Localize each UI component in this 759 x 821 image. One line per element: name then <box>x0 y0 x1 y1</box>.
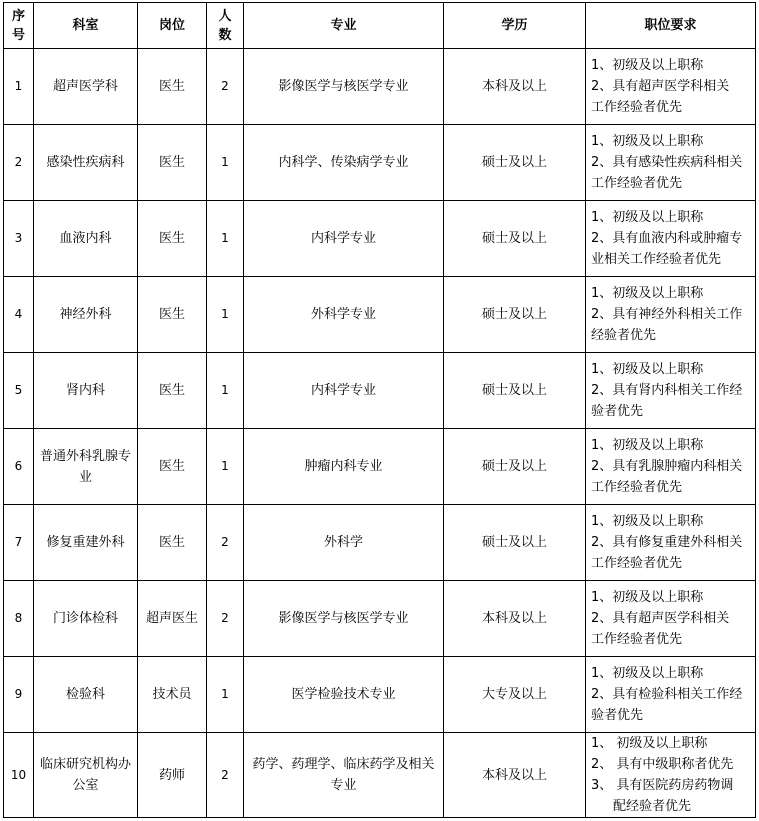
cell-edu: 硕士及以上 <box>444 277 586 353</box>
cell-seq: 6 <box>4 429 34 505</box>
cell-major: 外科学 <box>244 505 444 581</box>
header-req: 职位要求 <box>586 3 756 49</box>
requirement-line: 1、初级及以上职称 <box>591 362 704 377</box>
header-major: 专业 <box>244 3 444 49</box>
requirement-line: 2、具有肾内科相关工作经 <box>591 383 743 398</box>
requirement-line: 业相关工作经验者优先 <box>591 252 722 267</box>
table-row <box>4 201 756 277</box>
cell-seq: 8 <box>4 581 34 657</box>
requirement-line: 工作经验者优先 <box>591 480 683 495</box>
requirement-line: 工作经验者优先 <box>591 556 683 571</box>
cell-requirements <box>586 201 756 277</box>
requirement-line: 2、具有超声医学科相关 <box>591 611 730 626</box>
cell-major: 医学检验技术专业 <box>244 657 444 733</box>
cell-post: 医生 <box>138 49 207 125</box>
cell-major: 药学、药理学、临床药学及相关专业 <box>244 733 444 818</box>
cell-seq: 7 <box>4 505 34 581</box>
cell-seq: 1 <box>4 49 34 125</box>
requirement-line: 1、 初级及以上职称 <box>591 736 708 751</box>
header-post: 岗位 <box>138 3 207 49</box>
cell-dept: 修复重建外科 <box>34 505 138 581</box>
cell-dept: 血液内科 <box>34 201 138 277</box>
requirement-line: 2、具有乳腺肿瘤内科相关 <box>591 459 743 474</box>
requirement-line: 经验者优先 <box>591 328 657 343</box>
cell-dept: 肾内科 <box>34 353 138 429</box>
cell-dept: 神经外科 <box>34 277 138 353</box>
cell-requirements <box>586 733 756 818</box>
cell-major: 影像医学与核医学专业 <box>244 49 444 125</box>
requirement-line: 2、具有超声医学科相关 <box>591 79 730 94</box>
requirement-line: 2、具有血液内科或肿瘤专 <box>591 231 743 246</box>
cell-dept: 超声医学科 <box>34 49 138 125</box>
cell-dept: 普通外科乳腺专业 <box>34 429 138 505</box>
header-edu: 学历 <box>444 3 586 49</box>
cell-requirements <box>586 125 756 201</box>
cell-count: 1 <box>207 125 244 201</box>
cell-major: 内科学、传染病学专业 <box>244 125 444 201</box>
table-row <box>4 429 756 505</box>
cell-requirements <box>586 49 756 125</box>
requirement-line: 1、初级及以上职称 <box>591 58 704 73</box>
cell-count: 2 <box>207 505 244 581</box>
table-row <box>4 733 756 818</box>
requirement-line: 3、 具有医院药房药物调 <box>591 778 734 793</box>
cell-count: 1 <box>207 353 244 429</box>
cell-requirements <box>586 657 756 733</box>
cell-requirements <box>586 353 756 429</box>
cell-dept: 门诊体检科 <box>34 581 138 657</box>
cell-edu: 硕士及以上 <box>444 429 586 505</box>
header-count: 人数 <box>207 3 244 49</box>
cell-major: 内科学专业 <box>244 353 444 429</box>
requirement-line: 1、初级及以上职称 <box>591 590 704 605</box>
cell-edu: 硕士及以上 <box>444 353 586 429</box>
cell-requirements <box>586 429 756 505</box>
cell-count: 2 <box>207 581 244 657</box>
cell-seq: 2 <box>4 125 34 201</box>
requirement-line: 2、 具有中级职称者优先 <box>591 757 734 772</box>
table-row <box>4 125 756 201</box>
cell-post: 医生 <box>138 277 207 353</box>
cell-edu: 本科及以上 <box>444 581 586 657</box>
cell-count: 1 <box>207 429 244 505</box>
cell-edu: 本科及以上 <box>444 733 586 818</box>
cell-seq: 9 <box>4 657 34 733</box>
requirement-line: 验者优先 <box>591 404 644 419</box>
requirement-line: 1、初级及以上职称 <box>591 666 704 681</box>
cell-edu: 硕士及以上 <box>444 505 586 581</box>
table-row <box>4 581 756 657</box>
cell-post: 医生 <box>138 353 207 429</box>
cell-count: 1 <box>207 657 244 733</box>
cell-major: 内科学专业 <box>244 201 444 277</box>
header-dept: 科室 <box>34 3 138 49</box>
cell-dept: 临床研究机构办公室 <box>34 733 138 818</box>
requirement-line: 1、初级及以上职称 <box>591 438 704 453</box>
header-seq: 序号 <box>4 3 34 49</box>
cell-post: 技术员 <box>138 657 207 733</box>
cell-seq: 4 <box>4 277 34 353</box>
cell-post: 超声医生 <box>138 581 207 657</box>
cell-edu: 大专及以上 <box>444 657 586 733</box>
cell-seq: 5 <box>4 353 34 429</box>
cell-dept: 感染性疾病科 <box>34 125 138 201</box>
requirement-line: 2、具有神经外科相关工作 <box>591 307 743 322</box>
requirement-line: 2、具有感染性疾病科相关 <box>591 155 743 170</box>
cell-post: 医生 <box>138 125 207 201</box>
requirement-line: 1、初级及以上职称 <box>591 514 704 529</box>
cell-edu: 硕士及以上 <box>444 125 586 201</box>
cell-edu: 本科及以上 <box>444 49 586 125</box>
requirement-line: 1、初级及以上职称 <box>591 210 704 225</box>
cell-count: 1 <box>207 277 244 353</box>
requirement-line: 工作经验者优先 <box>591 632 683 647</box>
cell-post: 医生 <box>138 429 207 505</box>
table-row <box>4 277 756 353</box>
table-row <box>4 49 756 125</box>
requirement-line: 工作经验者优先 <box>591 176 683 191</box>
requirement-line: 1、初级及以上职称 <box>591 286 704 301</box>
cell-count: 2 <box>207 733 244 818</box>
cell-major: 影像医学与核医学专业 <box>244 581 444 657</box>
cell-requirements <box>586 505 756 581</box>
recruitment-table <box>3 2 756 818</box>
cell-post: 医生 <box>138 201 207 277</box>
cell-requirements <box>586 277 756 353</box>
cell-post: 医生 <box>138 505 207 581</box>
cell-major: 肿瘤内科专业 <box>244 429 444 505</box>
requirement-line: 2、具有检验科相关工作经 <box>591 687 743 702</box>
requirement-line: 配经验者优先 <box>613 799 692 814</box>
requirement-line: 验者优先 <box>591 708 644 723</box>
table-row <box>4 353 756 429</box>
cell-count: 2 <box>207 49 244 125</box>
table-row <box>4 505 756 581</box>
cell-seq: 10 <box>4 733 34 818</box>
cell-post: 药师 <box>138 733 207 818</box>
cell-dept: 检验科 <box>34 657 138 733</box>
cell-requirements <box>586 581 756 657</box>
cell-seq: 3 <box>4 201 34 277</box>
cell-major: 外科学专业 <box>244 277 444 353</box>
cell-edu: 硕士及以上 <box>444 201 586 277</box>
requirement-line: 2、具有修复重建外科相关 <box>591 535 743 550</box>
cell-count: 1 <box>207 201 244 277</box>
table-row <box>4 657 756 733</box>
header-row <box>4 3 756 49</box>
requirement-line: 1、初级及以上职称 <box>591 134 704 149</box>
requirement-line: 工作经验者优先 <box>591 100 683 115</box>
